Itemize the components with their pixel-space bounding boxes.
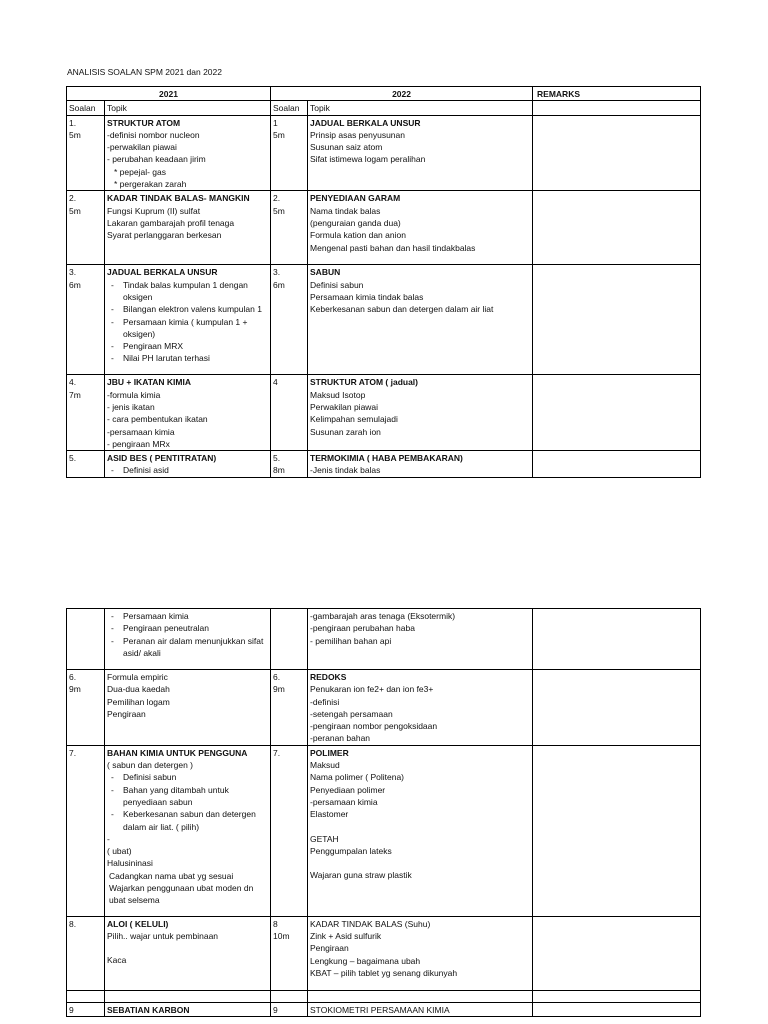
question-number: 9 <box>273 1004 278 1015</box>
topic-bullet: - Pengiraan MRX <box>107 340 268 352</box>
topic-line: Maksud <box>310 760 340 771</box>
topic-heading: REDOKS <box>310 672 347 682</box>
topic-line: - jenis ikatan <box>107 401 155 412</box>
topic-line: Keberkesanan sabun dan detergen dalam air liat <box>310 304 494 315</box>
table-row <box>67 609 701 670</box>
topic-line: - perubahan keadaan jirim <box>107 154 206 165</box>
topic-line: -pengiraan perubahan haba <box>310 623 415 634</box>
question-marks: 9m <box>273 684 285 695</box>
table-row <box>67 745 701 916</box>
topic-line: (penguraian ganda dua) <box>310 217 401 228</box>
header-2021: 2021 <box>67 87 271 101</box>
header-2022: 2022 <box>271 87 533 101</box>
question-marks: 6m <box>69 279 81 290</box>
topic-line: Syarat perlanggaran berkesan <box>107 230 222 241</box>
remarks-cell <box>533 916 701 990</box>
topic-line: Maksud Isotop <box>310 389 366 400</box>
topic-line: -definisi nombor nucleon <box>107 129 200 140</box>
remarks-cell <box>533 451 701 478</box>
topic-line: Zink + Asid sulfurik <box>310 931 382 942</box>
table-row <box>67 375 701 451</box>
topic-line: Nama polimer ( Politena) <box>310 772 405 783</box>
question-marks: 6m <box>273 279 285 290</box>
topic-line: Perwakilan piawai <box>310 401 379 412</box>
topic-bullet: - Persamaan kimia <box>107 610 268 622</box>
topic-heading: JADUAL BERKALA UNSUR <box>107 267 218 278</box>
topic-bullet: - Persamaan kimia ( kumpulan 1 + oksigen) <box>107 316 268 341</box>
question-number: 3. <box>273 267 281 278</box>
question-number: 5. <box>273 453 281 464</box>
topic-heading: TERMOKIMIA ( HABA PEMBAKARAN) <box>310 453 463 464</box>
topic-line: Prinsip asas penyusunan <box>310 129 405 140</box>
remarks-cell <box>533 670 701 746</box>
question-marks: 5m <box>273 129 285 140</box>
document-title: ANALISIS SOALAN SPM 2021 dan 2022 <box>67 67 222 77</box>
topic-bullet: - Definisi sabun <box>107 771 268 783</box>
topic-line: KBAT – pilih tablet yg senang dikunyah <box>310 967 458 978</box>
remarks-cell <box>533 115 701 191</box>
topic-line: ( ubat) <box>107 846 132 857</box>
topic-line: -pengiraan nombor pengoksidaan <box>310 721 438 732</box>
remarks-cell <box>533 101 701 115</box>
topic-line: Halusininasi <box>107 858 153 869</box>
question-marks: 10m <box>273 931 290 942</box>
topic-line: Lakaran gambarajah profil tenaga <box>107 217 235 228</box>
topic-line: Penggumpalan lateks <box>310 845 392 856</box>
question-number: 8 <box>273 918 278 929</box>
topic-line: Kelimpahan semulajadi <box>310 414 398 425</box>
topic-line: Nama tindak balas <box>310 205 381 216</box>
topic-line: Kaca <box>107 955 127 966</box>
topic-line: -gambarajah aras tenaga (Eksotermik) <box>310 611 456 621</box>
topic-line: Mengenal pasti bahan dan hasil tindakbalas <box>310 242 476 253</box>
table-row <box>67 1002 701 1016</box>
topic-line: Wajaran guna straw plastik <box>310 870 412 881</box>
topic-line: Pemilihan logam <box>107 696 170 707</box>
topic-heading: SABUN <box>310 267 341 278</box>
topic-heading: SEBATIAN KARBON <box>107 1004 190 1015</box>
topic-line: Pengiraan <box>107 708 146 719</box>
topic-heading: ASID BES ( PENTITRATAN) <box>107 453 217 464</box>
topic-bullet: - Peranan air dalam menunjukkan sifat asid/ akali <box>107 635 268 660</box>
topic-bullet: - Pengiraan peneutralan <box>107 622 268 634</box>
topic-heading: JBU + IKATAN KIMIA <box>107 377 191 388</box>
topic-line: GETAH <box>310 833 339 844</box>
table-row <box>67 265 701 375</box>
topic-line: -persamaan kimia <box>310 796 378 807</box>
table-row <box>67 115 701 191</box>
col-soalan-2021: Soalan <box>67 101 105 115</box>
question-marks: 5m <box>69 205 81 216</box>
topic-line: -formula kimia <box>107 389 161 400</box>
topic-line: Penukaran ion fe2+ dan ion fe3+ <box>310 684 434 695</box>
table-row <box>67 451 701 478</box>
topic-line: Persamaan kimia tindak balas <box>310 291 424 302</box>
topic-line: -definisi <box>310 696 340 707</box>
col-topik-2022: Topik <box>308 101 533 115</box>
topic-line: Dua-dua kaedah <box>107 684 170 695</box>
question-number: 4 <box>273 377 278 388</box>
question-number: 7. <box>273 747 281 758</box>
remarks-cell <box>533 1002 701 1016</box>
topic-line: Sifat istimewa logam peralihan <box>310 154 426 165</box>
topic-heading: JADUAL BERKALA UNSUR <box>310 117 421 128</box>
topic-bullet: - Bahan yang ditambah untuk penyediaan sabun <box>107 784 268 809</box>
header-remarks: REMARKS <box>533 87 701 101</box>
topic-heading: BAHAN KIMIA UNTUK PENGGUNA <box>107 747 248 758</box>
question-marks: 5m <box>69 129 81 140</box>
remarks-cell <box>533 609 701 670</box>
topic-line: Formula empiric <box>107 672 168 682</box>
topic-heading: PENYEDIAAN GARAM <box>310 193 401 204</box>
topic-line: Lengkung – bagaimana ubah <box>310 955 421 966</box>
topic-heading: STRUKTUR ATOM ( jadual) <box>310 377 418 388</box>
analysis-table-page-2 <box>66 608 701 1017</box>
question-number: 9 <box>69 1004 74 1015</box>
topic-line: Susunan zarah ion <box>310 426 381 437</box>
table-row <box>67 990 701 1002</box>
topic-line: Cadangkan nama ubat yg sesuai <box>109 870 234 881</box>
question-number: 2. <box>69 193 77 204</box>
topic-heading: STOKIOMETRI PERSAMAAN KIMIA <box>310 1004 450 1015</box>
topic-line: -peranan bahan <box>310 733 371 744</box>
remarks-cell <box>533 745 701 916</box>
question-number: 1 <box>273 117 278 128</box>
table-row <box>67 670 701 746</box>
remarks-cell <box>533 990 701 1002</box>
topic-line: - cara pembentukan ikatan <box>107 414 208 425</box>
topic-bullet: - Bilangan elektron valens kumpulan 1 <box>107 303 268 315</box>
topic-line: -perwakilan piawai <box>107 142 177 153</box>
topic-line: Penyediaan polimer <box>310 784 386 795</box>
topic-line: KADAR TINDAK BALAS (Suhu) <box>310 918 431 929</box>
question-marks: 7m <box>69 389 81 400</box>
topic-heading: KADAR TINDAK BALAS- MANGKIN <box>107 193 250 204</box>
analysis-table-page-1 <box>66 86 701 478</box>
question-number: 5. <box>69 453 77 464</box>
question-marks: 8m <box>273 465 285 476</box>
question-number: 2. <box>273 193 281 204</box>
topic-line: * pepejal- gas <box>114 166 166 177</box>
question-marks: 5m <box>273 205 285 216</box>
question-number: 6. <box>69 672 77 682</box>
topic-heading: STRUKTUR ATOM <box>107 117 181 128</box>
topic-line: Pilih.. wajar untuk pembinaan <box>107 931 219 942</box>
topic-heading: ALOI ( KELULI) <box>107 918 169 929</box>
topic-line: - pengiraan MRx <box>107 438 170 449</box>
topic-line: * pergerakan zarah <box>114 179 187 190</box>
remarks-cell <box>533 375 701 451</box>
topic-line: Susunan saiz atom <box>310 142 383 153</box>
question-number: 7. <box>69 747 77 758</box>
topic-line: -persamaan kimia <box>107 426 175 437</box>
topic-bullet: - Nilai PH larutan terhasi <box>107 352 268 364</box>
remarks-cell <box>533 191 701 265</box>
topic-line: Elastomer <box>310 809 349 820</box>
question-number: 3. <box>69 267 77 278</box>
col-topik-2021: Topik <box>105 101 271 115</box>
topic-line: -Jenis tindak balas <box>310 465 381 476</box>
topic-line: Fungsi Kuprum (II) sulfat <box>107 205 201 216</box>
topic-line: Definisi sabun <box>310 279 364 290</box>
topic-line: Pengiraan <box>310 943 349 954</box>
topic-line: - pemilihan bahan api <box>310 635 392 646</box>
question-number: 8. <box>69 918 77 929</box>
topic-line: -setengah persamaan <box>310 708 393 719</box>
topic-line: ( sabun dan detergen ) <box>107 760 194 771</box>
topic-line: - <box>107 833 110 844</box>
topic-heading: POLIMER <box>310 747 349 758</box>
topic-bullet: - Tindak balas kumpulan 1 dengan oksigen <box>107 279 268 304</box>
question-marks: 9m <box>69 684 81 695</box>
question-number: 1. <box>69 117 77 128</box>
topic-bullet: - Keberkesanan sabun dan detergen dalam air liat. ( pilih) <box>107 808 268 833</box>
question-number: 6. <box>273 672 281 682</box>
remarks-cell <box>533 265 701 375</box>
col-soalan-2022: Soalan <box>271 101 308 115</box>
topic-line: Wajarkan penggunaan ubat moden dn ubat selsema <box>109 883 254 906</box>
topic-bullet: - Definisi asid <box>107 464 268 476</box>
question-number: 4. <box>69 377 77 388</box>
topic-line: Formula kation dan anion <box>310 230 406 241</box>
table-row <box>67 916 701 990</box>
table-row <box>67 191 701 265</box>
